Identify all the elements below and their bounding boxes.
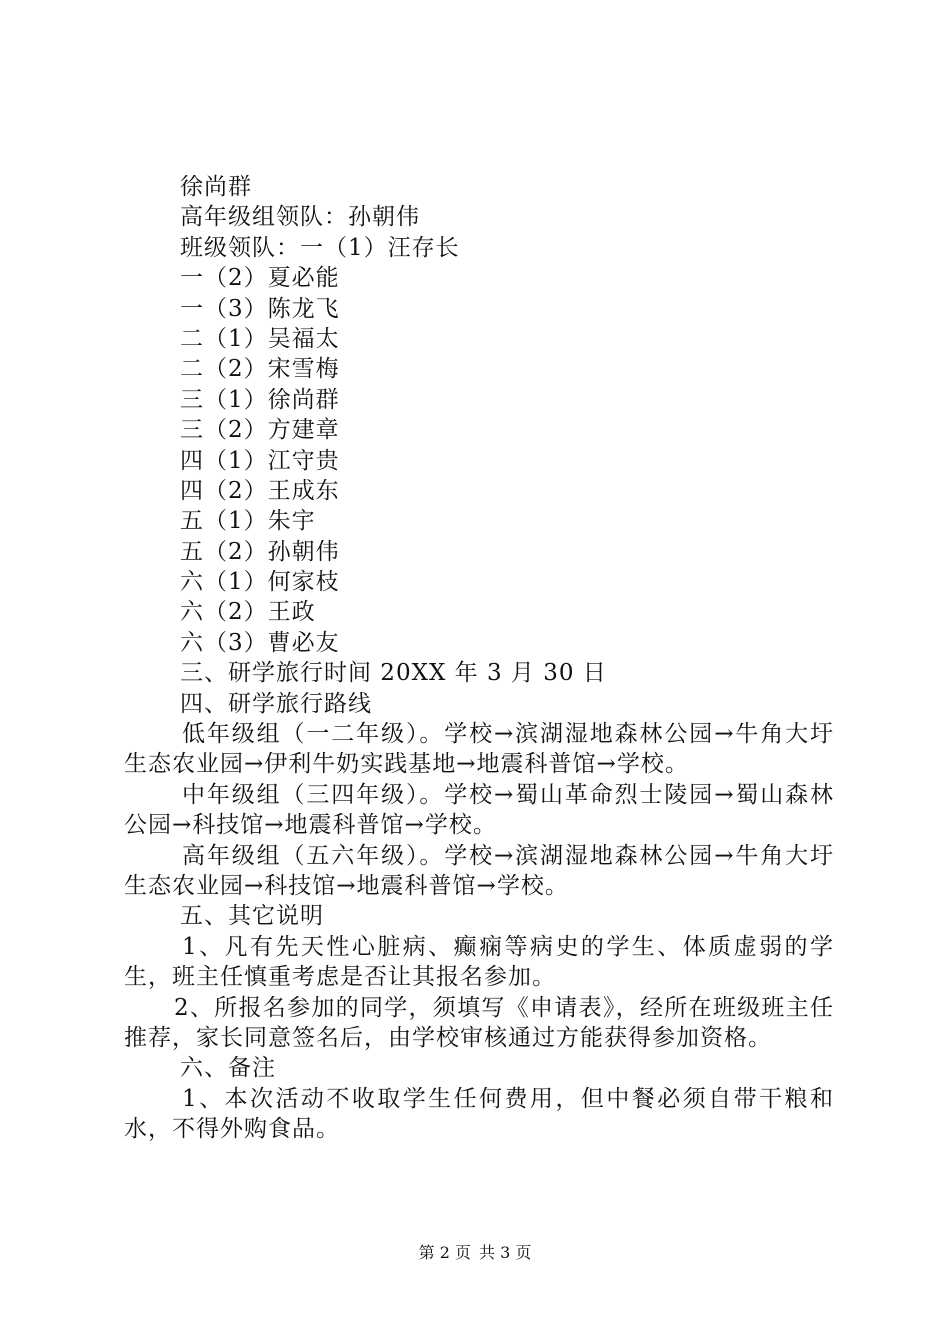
page-number: 第 2 页 [418,1243,471,1262]
class-leader: 一（2）夏必能 [180,265,340,292]
class-leader: 六（3）曹必友 [180,629,340,656]
page-footer [0,1243,950,1263]
class-leader: 一（3）陈龙飞 [180,295,340,322]
class-leader: 三（1）徐尚群 [180,386,340,413]
route-low-grade: 低年级组（一二年级）。学校→滨湖湿地森林公园→牛角大圩生态农业园→伊利牛奶实践基地→地震科普馆→学校。 [124,721,834,778]
note-item: 2、所报名参加的同学，须填写《申请表》，经所在班级班主任推荐，家长同意签名后，由学校审核通过方能获得参加资格。 [124,994,834,1052]
class-leader: 二（1）吴福太 [180,325,340,352]
section-5-heading: 五、其它说明 [180,903,324,930]
class-leader: 二（2）宋雪梅 [180,356,340,383]
class-leaders-heading: 班级领队：一（1）汪存长 [180,234,460,261]
class-leader: 五（2）孙朝伟 [180,538,340,565]
class-leader: 四（2）王成东 [180,477,340,504]
remark-item: 1、本次活动不收取学生任何费用，但中餐必须自带干粮和水，不得外购食品。 [124,1085,834,1143]
section-4-heading: 四、研学旅行路线 [180,690,372,717]
section-6-heading: 六、备注 [180,1055,276,1082]
class-leader: 六（1）何家枝 [180,569,340,596]
section-3-heading: 三、研学旅行时间 20XX 年 3 月 30 日 [180,660,607,687]
class-leader: 三（2）方建章 [180,417,340,444]
class-leader: 四（1）江守贵 [180,447,340,474]
text-line: 徐尚群 [180,174,252,200]
route-high-grade: 高年级组（五六年级）。学校→滨湖湿地森林公园→牛角大圩生态农业园→科技馆→地震科普馆→学校。 [124,842,834,900]
high-grade-leader: 高年级组领队：孙朝伟 [180,204,420,231]
class-leader: 五（1）朱宇 [180,508,316,535]
note-item: 1、凡有先天性心脏病、癫痫等病史的学生、体质虚弱的学生，班主任慎重考虑是否让其报名参加。 [124,933,834,991]
class-leader: 六（2）王政 [180,599,316,626]
page-total: 共 3 页 [479,1243,532,1262]
route-middle-grade: 中年级组（三四年级）。学校→蜀山革命烈士陵园→蜀山森林公园→科技馆→地震科普馆→学校。 [124,781,834,839]
document-body [124,172,834,1145]
